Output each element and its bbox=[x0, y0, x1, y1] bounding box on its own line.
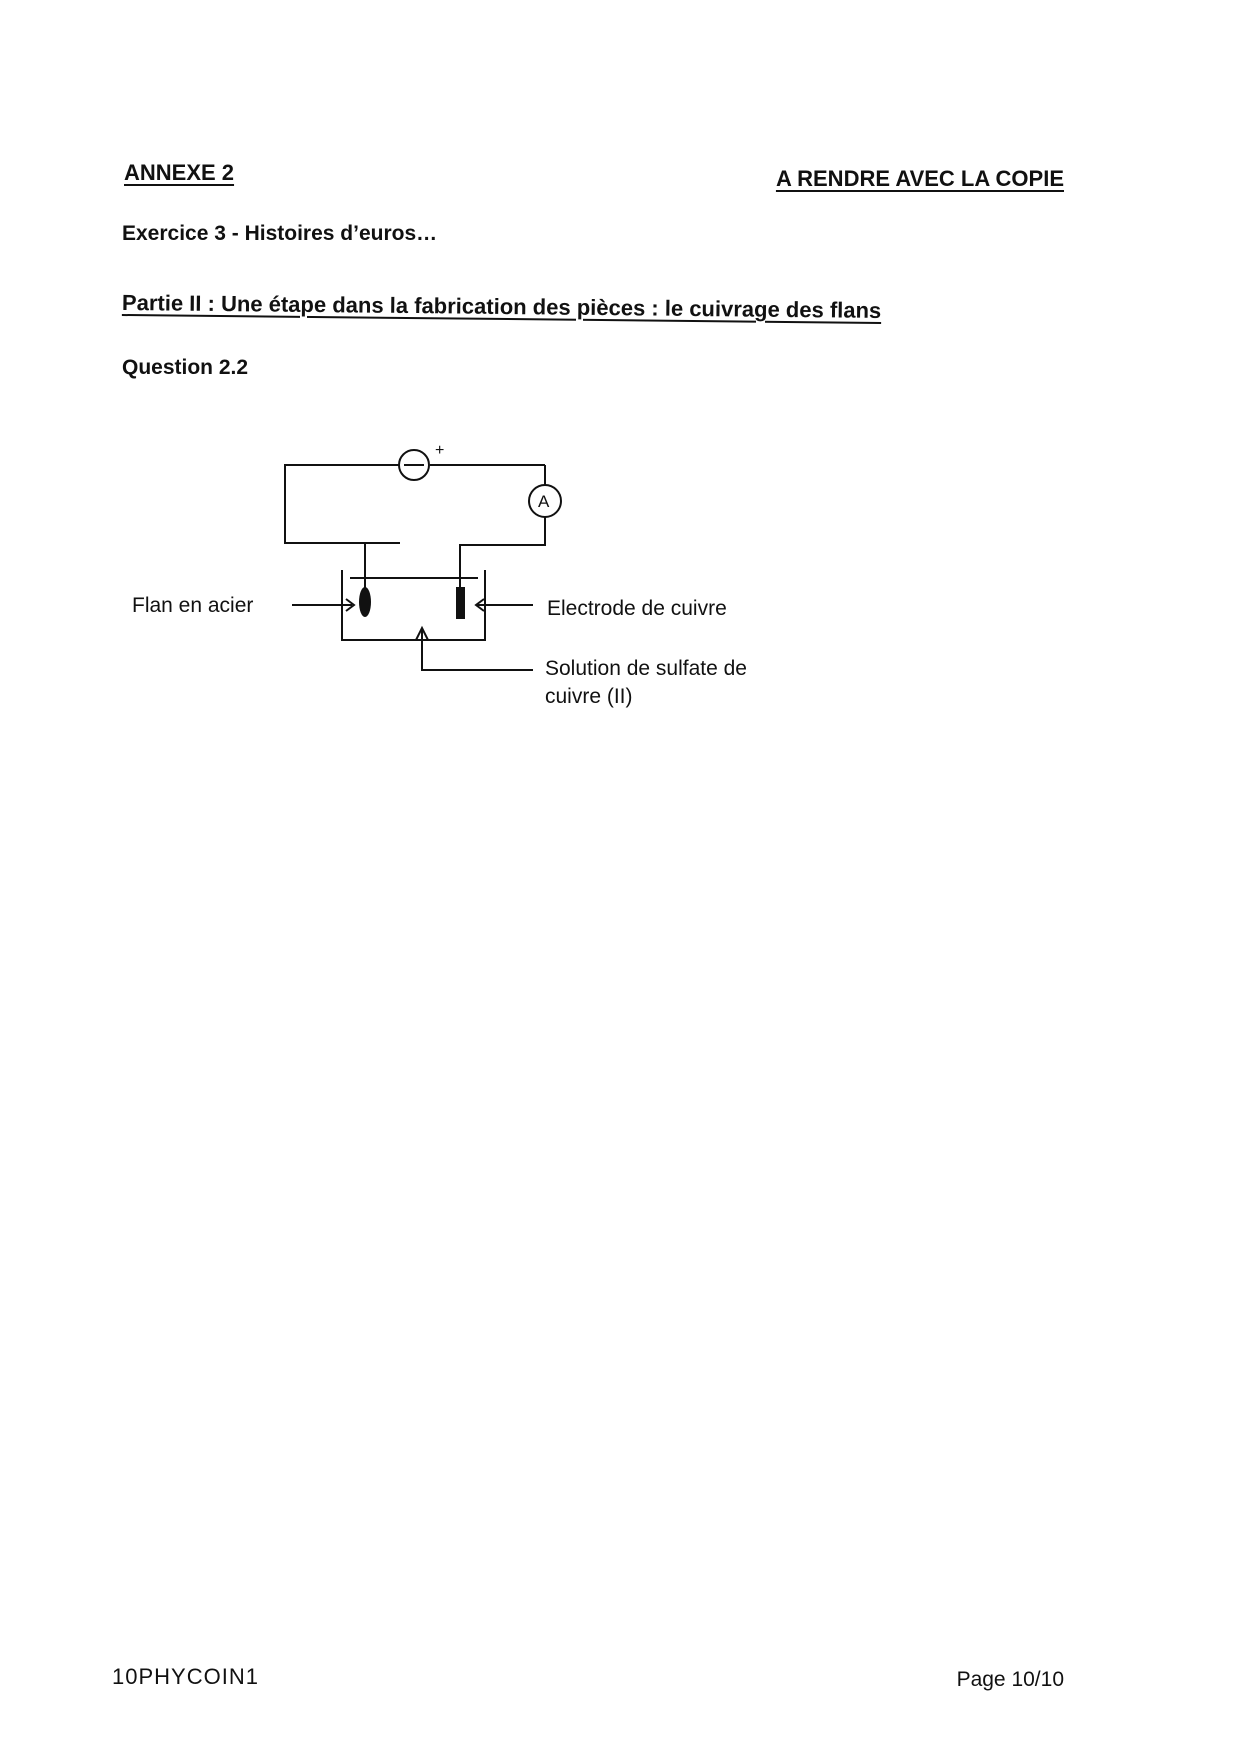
ammeter-letter: A bbox=[538, 492, 550, 511]
label-steel-blank: Flan en acier bbox=[132, 594, 254, 617]
copper-electrode bbox=[456, 587, 465, 619]
pointer-solution-line bbox=[422, 658, 533, 670]
exercise-title: Exercice 3 - Histoires d’euros… bbox=[122, 222, 438, 245]
question-label: Question 2.2 bbox=[122, 356, 249, 379]
plus-sign: + bbox=[435, 442, 445, 459]
annex-title: ANNEXE 2 bbox=[124, 160, 235, 185]
steel-blank bbox=[359, 587, 371, 617]
label-solution-line2: cuivre (II) bbox=[545, 685, 633, 708]
wire-right-bottom bbox=[460, 517, 545, 590]
page-number: Page 10/10 bbox=[956, 1668, 1064, 1691]
wire-left bbox=[285, 465, 400, 543]
wire-to-flan bbox=[285, 543, 365, 590]
electrolysis-circuit-diagram bbox=[120, 430, 840, 730]
part-title: Partie II : Une étape dans la fabrication des pièces : le cuivrage des flans bbox=[121, 290, 882, 323]
return-note: A RENDRE AVEC LA COPIE bbox=[775, 166, 1064, 191]
label-solution-line1: Solution de sulfate de bbox=[545, 657, 747, 680]
document-code: 10PHYCOIN1 bbox=[112, 1664, 259, 1689]
label-copper-electrode: Electrode de cuivre bbox=[547, 597, 727, 620]
